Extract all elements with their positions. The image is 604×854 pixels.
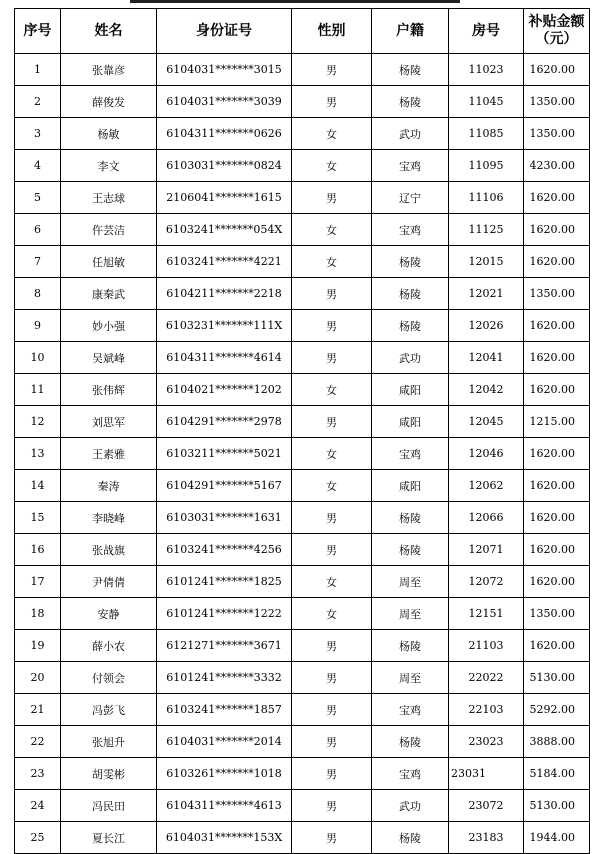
- room-number-cell: 12021: [449, 278, 524, 310]
- row-number-cell: 15: [15, 502, 61, 534]
- sex-cell: 男: [292, 726, 372, 758]
- room-number-cell: 22103: [449, 694, 524, 726]
- table-row: [15, 150, 590, 182]
- sex-cell: 男: [292, 662, 372, 694]
- id-number-cell: 6103031*******0824: [157, 150, 292, 182]
- header-row: [15, 9, 590, 54]
- sex-cell: 男: [292, 310, 372, 342]
- table-row: [15, 182, 590, 214]
- subsidy-amount-cell: 1350.00: [524, 278, 590, 310]
- sex-cell: 男: [292, 694, 372, 726]
- room-number-cell: 12015: [449, 246, 524, 278]
- room-number-cell: 11125: [449, 214, 524, 246]
- person-name-cell: 秦涛: [61, 470, 157, 502]
- row-number-cell: 7: [15, 246, 61, 278]
- hukou-cell: 宝鸡: [372, 694, 449, 726]
- room-number-cell: 12062: [449, 470, 524, 502]
- person-name-cell: 任旭敏: [61, 246, 157, 278]
- subsidy-amount-cell: 1620.00: [524, 566, 590, 598]
- subsidy-amount-cell: 1620.00: [524, 630, 590, 662]
- cropped-title-fragment: [130, 0, 460, 3]
- subsidy-amount-cell: 1620.00: [524, 54, 590, 86]
- hukou-cell: 杨陵: [372, 534, 449, 566]
- person-name-cell: 王志球: [61, 182, 157, 214]
- table-row: [15, 86, 590, 118]
- person-name-cell: 李文: [61, 150, 157, 182]
- hukou-cell: 咸阳: [372, 406, 449, 438]
- sex-cell: 男: [292, 182, 372, 214]
- id-number-cell: 6103241*******4221: [157, 246, 292, 278]
- subsidy-amount-cell: 1620.00: [524, 470, 590, 502]
- id-number-cell: 6103241*******1857: [157, 694, 292, 726]
- person-name-cell: 冯民田: [61, 790, 157, 822]
- hukou-cell: 杨陵: [372, 278, 449, 310]
- table-row: [15, 246, 590, 278]
- room-number-cell: 21103: [449, 630, 524, 662]
- subsidy-amount-cell: 1620.00: [524, 438, 590, 470]
- table-row: [15, 790, 590, 822]
- col-header-amount-line1: 补贴金额: [528, 14, 585, 30]
- hukou-cell: 杨陵: [372, 502, 449, 534]
- col-header-no: 序号: [15, 9, 61, 54]
- hukou-cell: 武功: [372, 790, 449, 822]
- row-number-cell: 13: [15, 438, 61, 470]
- subsidy-amount-cell: 1215.00: [524, 406, 590, 438]
- sex-cell: 女: [292, 118, 372, 150]
- sex-cell: 女: [292, 214, 372, 246]
- id-number-cell: 6101241*******3332: [157, 662, 292, 694]
- person-name-cell: 付领会: [61, 662, 157, 694]
- person-name-cell: 张伟辉: [61, 374, 157, 406]
- id-number-cell: 6103241*******4256: [157, 534, 292, 566]
- id-number-cell: 6104311*******0626: [157, 118, 292, 150]
- subsidy-amount-cell: 1620.00: [524, 182, 590, 214]
- sex-cell: 男: [292, 534, 372, 566]
- person-name-cell: 仵芸洁: [61, 214, 157, 246]
- room-number-cell: 11095: [449, 150, 524, 182]
- person-name-cell: 妙小强: [61, 310, 157, 342]
- room-number-cell: 12045: [449, 406, 524, 438]
- row-number-cell: 5: [15, 182, 61, 214]
- table-row: [15, 662, 590, 694]
- row-number-cell: 24: [15, 790, 61, 822]
- id-number-cell: 6104311*******4614: [157, 342, 292, 374]
- sex-cell: 男: [292, 278, 372, 310]
- col-header-name: 姓名: [61, 9, 157, 54]
- subsidy-amount-cell: 5130.00: [524, 790, 590, 822]
- person-name-cell: 王素雅: [61, 438, 157, 470]
- row-number-cell: 21: [15, 694, 61, 726]
- subsidy-amount-cell: 5130.00: [524, 662, 590, 694]
- sex-cell: 男: [292, 54, 372, 86]
- room-number-cell: 23072: [449, 790, 524, 822]
- subsidy-amount-cell: 1350.00: [524, 118, 590, 150]
- table-row: [15, 438, 590, 470]
- subsidy-amount-cell: 1620.00: [524, 534, 590, 566]
- room-number-cell: 12041: [449, 342, 524, 374]
- table-row: [15, 534, 590, 566]
- person-name-cell: 夏长江: [61, 822, 157, 854]
- sex-cell: 女: [292, 374, 372, 406]
- row-number-cell: 17: [15, 566, 61, 598]
- sex-cell: 女: [292, 566, 372, 598]
- hukou-cell: 周至: [372, 662, 449, 694]
- person-name-cell: 张战旗: [61, 534, 157, 566]
- room-number-cell: 23183: [449, 822, 524, 854]
- subsidy-amount-cell: 1620.00: [524, 310, 590, 342]
- row-number-cell: 4: [15, 150, 61, 182]
- subsidy-amount-cell: 1620.00: [524, 374, 590, 406]
- hukou-cell: 周至: [372, 566, 449, 598]
- table-row: [15, 310, 590, 342]
- row-number-cell: 11: [15, 374, 61, 406]
- sex-cell: 男: [292, 630, 372, 662]
- row-number-cell: 16: [15, 534, 61, 566]
- hukou-cell: 杨陵: [372, 86, 449, 118]
- hukou-cell: 杨陵: [372, 822, 449, 854]
- hukou-cell: 咸阳: [372, 470, 449, 502]
- table-row: [15, 374, 590, 406]
- table-row: [15, 566, 590, 598]
- hukou-cell: 杨陵: [372, 246, 449, 278]
- id-number-cell: 6101241*******1222: [157, 598, 292, 630]
- table-row: [15, 694, 590, 726]
- person-name-cell: 康秦武: [61, 278, 157, 310]
- table-body: [15, 54, 590, 854]
- person-name-cell: 杨敏: [61, 118, 157, 150]
- id-number-cell: 6103261*******1018: [157, 758, 292, 790]
- id-number-cell: 6101241*******1825: [157, 566, 292, 598]
- table-row: [15, 342, 590, 374]
- row-number-cell: 12: [15, 406, 61, 438]
- table-row: [15, 822, 590, 854]
- subsidy-table: [14, 8, 590, 854]
- id-number-cell: 2106041*******1615: [157, 182, 292, 214]
- col-header-amount-line2: （元）: [535, 31, 578, 47]
- hukou-cell: 宝鸡: [372, 214, 449, 246]
- person-name-cell: 吴斌峰: [61, 342, 157, 374]
- table-row: [15, 54, 590, 86]
- person-name-cell: 张旭升: [61, 726, 157, 758]
- row-number-cell: 8: [15, 278, 61, 310]
- person-name-cell: 安静: [61, 598, 157, 630]
- row-number-cell: 3: [15, 118, 61, 150]
- subsidy-amount-cell: 1620.00: [524, 502, 590, 534]
- hukou-cell: 杨陵: [372, 310, 449, 342]
- id-number-cell: 6104291*******5167: [157, 470, 292, 502]
- room-number-cell: 11023: [449, 54, 524, 86]
- id-number-cell: 6121271*******3671: [157, 630, 292, 662]
- room-number-cell: 11106: [449, 182, 524, 214]
- hukou-cell: 咸阳: [372, 374, 449, 406]
- row-number-cell: 22: [15, 726, 61, 758]
- room-number-cell: 11045: [449, 86, 524, 118]
- sex-cell: 男: [292, 342, 372, 374]
- person-name-cell: 冯彭飞: [61, 694, 157, 726]
- hukou-cell: 杨陵: [372, 630, 449, 662]
- table-row: [15, 758, 590, 790]
- hukou-cell: 宝鸡: [372, 438, 449, 470]
- person-name-cell: 尹倩倩: [61, 566, 157, 598]
- row-number-cell: 18: [15, 598, 61, 630]
- hukou-cell: 杨陵: [372, 54, 449, 86]
- id-number-cell: 6104031*******153X: [157, 822, 292, 854]
- hukou-cell: 宝鸡: [372, 150, 449, 182]
- room-number-cell: 12026: [449, 310, 524, 342]
- row-number-cell: 10: [15, 342, 61, 374]
- room-number-cell: 12066: [449, 502, 524, 534]
- row-number-cell: 23: [15, 758, 61, 790]
- room-number-cell: 12072: [449, 566, 524, 598]
- col-header-sex: 性别: [292, 9, 372, 54]
- col-header-room: 房号: [449, 9, 524, 54]
- col-header-amount: [524, 9, 590, 54]
- id-number-cell: 6104031*******2014: [157, 726, 292, 758]
- id-number-cell: 6104021*******1202: [157, 374, 292, 406]
- row-number-cell: 1: [15, 54, 61, 86]
- subsidy-amount-cell: 4230.00: [524, 150, 590, 182]
- sex-cell: 男: [292, 790, 372, 822]
- id-number-cell: 6104291*******2978: [157, 406, 292, 438]
- row-number-cell: 20: [15, 662, 61, 694]
- hukou-cell: 杨陵: [372, 726, 449, 758]
- table-row: [15, 598, 590, 630]
- subsidy-amount-cell: 1620.00: [524, 342, 590, 374]
- person-name-cell: 刘思军: [61, 406, 157, 438]
- subsidy-amount-cell: 5292.00: [524, 694, 590, 726]
- sex-cell: 女: [292, 150, 372, 182]
- sex-cell: 男: [292, 822, 372, 854]
- id-number-cell: 6104031*******3015: [157, 54, 292, 86]
- room-number-cell: 12046: [449, 438, 524, 470]
- sex-cell: 男: [292, 502, 372, 534]
- table-row: [15, 470, 590, 502]
- person-name-cell: 薛小农: [61, 630, 157, 662]
- id-number-cell: 6103031*******1631: [157, 502, 292, 534]
- col-header-id: 身份证号: [157, 9, 292, 54]
- room-number-cell: 12042: [449, 374, 524, 406]
- person-name-cell: 张靠彦: [61, 54, 157, 86]
- row-number-cell: 9: [15, 310, 61, 342]
- subsidy-amount-cell: 3888.00: [524, 726, 590, 758]
- subsidy-amount-cell: 5184.00: [524, 758, 590, 790]
- room-number-cell: 23031: [449, 758, 524, 790]
- hukou-cell: 武功: [372, 118, 449, 150]
- table-row: [15, 630, 590, 662]
- sex-cell: 男: [292, 86, 372, 118]
- subsidy-amount-cell: 1944.00: [524, 822, 590, 854]
- hukou-cell: 武功: [372, 342, 449, 374]
- person-name-cell: 薛俊发: [61, 86, 157, 118]
- person-name-cell: 李晓峰: [61, 502, 157, 534]
- row-number-cell: 19: [15, 630, 61, 662]
- table-row: [15, 406, 590, 438]
- id-number-cell: 6103211*******5021: [157, 438, 292, 470]
- hukou-cell: 辽宁: [372, 182, 449, 214]
- subsidy-amount-cell: 1620.00: [524, 246, 590, 278]
- id-number-cell: 6104031*******3039: [157, 86, 292, 118]
- room-number-cell: 11085: [449, 118, 524, 150]
- table-row: [15, 726, 590, 758]
- subsidy-amount-cell: 1350.00: [524, 598, 590, 630]
- sex-cell: 女: [292, 246, 372, 278]
- subsidy-amount-cell: 1620.00: [524, 214, 590, 246]
- table-row: [15, 278, 590, 310]
- person-name-cell: 胡雯彬: [61, 758, 157, 790]
- sex-cell: 女: [292, 598, 372, 630]
- room-number-cell: 22022: [449, 662, 524, 694]
- id-number-cell: 6103241*******054X: [157, 214, 292, 246]
- sex-cell: 男: [292, 406, 372, 438]
- subsidy-amount-cell: 1350.00: [524, 86, 590, 118]
- hukou-cell: 周至: [372, 598, 449, 630]
- sex-cell: 女: [292, 470, 372, 502]
- table-row: [15, 118, 590, 150]
- room-number-cell: 23023: [449, 726, 524, 758]
- table-row: [15, 502, 590, 534]
- id-number-cell: 6104311*******4613: [157, 790, 292, 822]
- table-row: [15, 214, 590, 246]
- sex-cell: 女: [292, 438, 372, 470]
- row-number-cell: 2: [15, 86, 61, 118]
- id-number-cell: 6104211*******2218: [157, 278, 292, 310]
- row-number-cell: 25: [15, 822, 61, 854]
- id-number-cell: 6103231*******111X: [157, 310, 292, 342]
- room-number-cell: 12151: [449, 598, 524, 630]
- sex-cell: 男: [292, 758, 372, 790]
- room-number-cell: 12071: [449, 534, 524, 566]
- col-header-hukou: 户籍: [372, 9, 449, 54]
- row-number-cell: 6: [15, 214, 61, 246]
- hukou-cell: 宝鸡: [372, 758, 449, 790]
- row-number-cell: 14: [15, 470, 61, 502]
